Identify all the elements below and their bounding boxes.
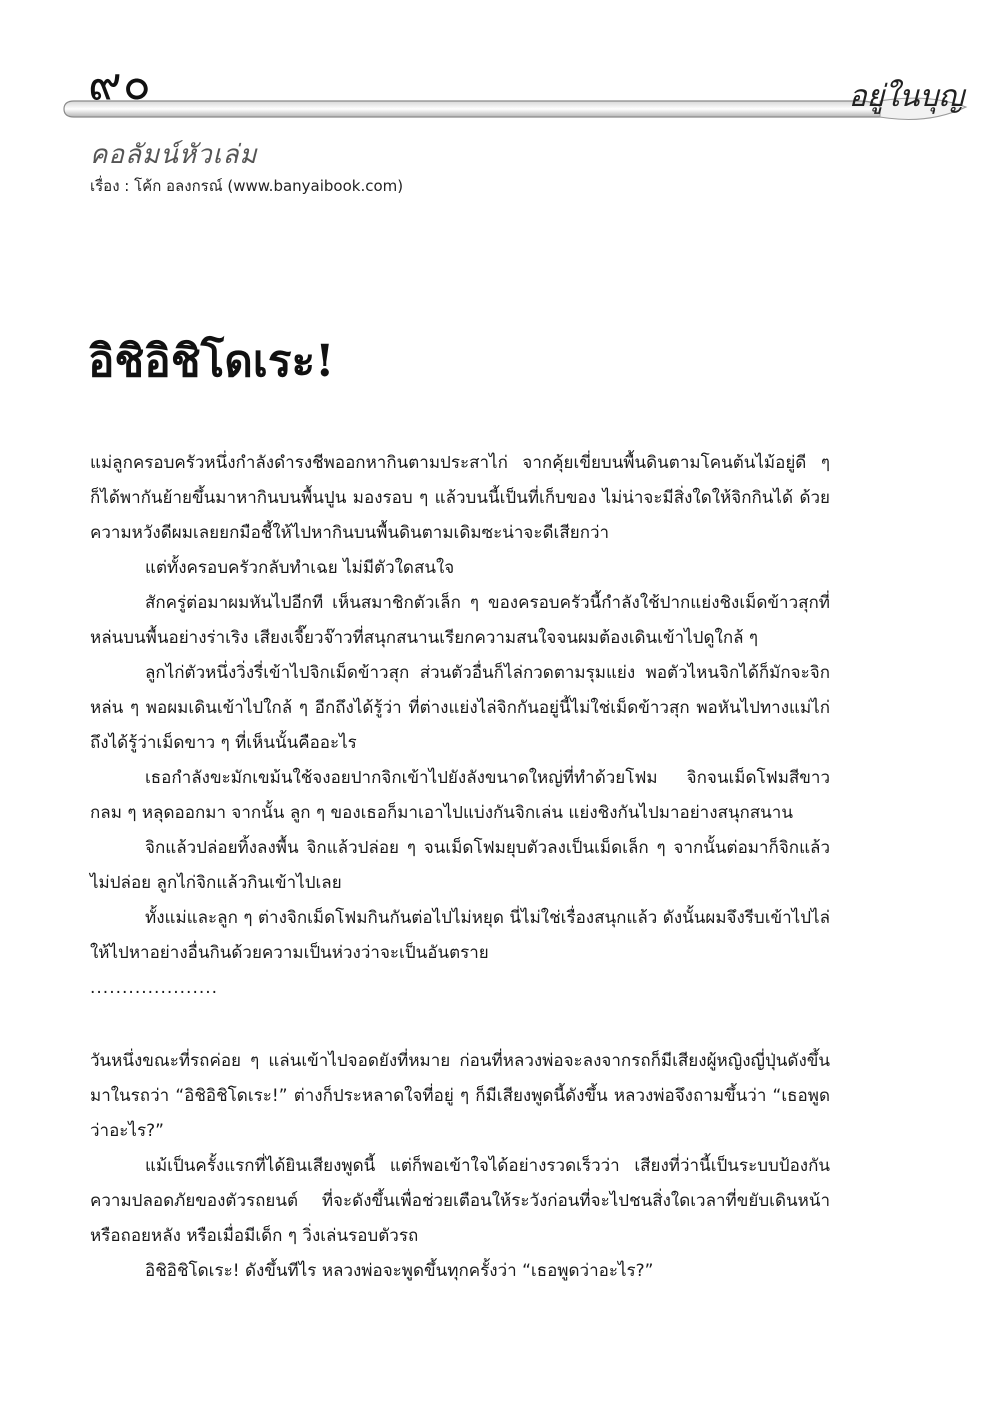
- story-body: [90, 446, 830, 1289]
- paragraph: จิกแล้วปล่อยทิ้งลงพื้น จิกแล้วปล่อย ๆ จนเม็ดโฟมยุบตัวลงเป็นเม็ดเล็ก ๆ จากนั้นต่อมาก็จิกแล้วไม่ปล่อย ลูกไก่จิกแล้วกินเข้าไปเลย: [90, 838, 830, 893]
- paragraph: แต่ทั้งครอบครัวกลับทำเฉย ไม่มีตัวใดสนใจ: [145, 558, 455, 578]
- section-separator: ....................: [90, 978, 219, 998]
- paragraph: สักครู่ต่อมาผมหันไปอีกที เห็นสมาชิกตัวเล็ก ๆ ของครอบครัวนี้กำลังใช้ปากแย่งชิงเม็ดข้าวสุกที่หล่นบนพื้นอย่างร่าเริง เสียงเจี๊ยวจ๊าวที่สนุกสนานเรียกความสนใจจนผมต้องเดินเข้าไปดูใกล้ ๆ: [90, 593, 830, 648]
- header-rule: [60, 95, 970, 123]
- paragraph: วันหนึ่งขณะที่รถค่อย ๆ แล่นเข้าไปจอดยังที่หมาย ก่อนที่หลวงพ่อจะลงจากรถก็มีเสียงผู้หญิงญี่ปุ่นดังขึ้นมาในรถว่า “อิชิอิชิโดเระ!” ต่างก็ประหลาดใจที่อยู่ ๆ ก็มีเสียงพูดนี้ดังขึ้น หลวงพ่อจึงถามขึ้นว่า “เธอพูดว่าอะไร?”: [90, 1051, 830, 1141]
- story-title: อิชิอิชิโดเระ!: [88, 336, 335, 387]
- paragraph: อิชิอิชิโดเระ! ดังขึ้นทีไร หลวงพ่อจะพูดขึ้นทุกครั้งว่า “เธอพูดว่าอะไร?”: [145, 1261, 654, 1281]
- paragraph: ลูกไก่ตัวหนึ่งวิ่งรี่เข้าไปจิกเม็ดข้าวสุก ส่วนตัวอื่นก็ไล่กวดตามรุมแย่ง พอตัวไหนจิกได้ก็มักจะจิกหล่น ๆ พอผมเดินเข้าไปใกล้ ๆ อีกถึงได้รู้ว่า ที่ต่างแย่งไล่จิกกันอยู่นี้ไม่ใช่เม็ดข้าวสุก พอหันไปทางแม่ไก่ถึงได้รู้ว่าเม็ดขาว ๆ ที่เห็นนั้นคืออะไร: [90, 663, 830, 753]
- paragraph: เธอกำลังขะมักเขม้นใช้จงอยปากจิกเข้าไปยังลังขนาดใหญ่ที่ทำด้วยโฟม จิกจนเม็ดโฟมสีขาวกลม ๆ หลุดออกมา จากนั้น ลูก ๆ ของเธอก็มาเอาไปแบ่งกันจิกเล่น แย่งชิงกันไปมาอย่างสนุกสนาน: [90, 768, 830, 823]
- section-logo: อยู่ในบุญ: [848, 79, 964, 114]
- byline: เรื่อง : โค้ก อลงกรณ์ (www.banyaibook.com): [90, 177, 404, 195]
- column-name: คอลัมน์หัวเล่ม: [90, 140, 258, 170]
- paragraph: แม้เป็นครั้งแรกที่ได้ยินเสียงพูดนี้ แต่ก็พอเข้าใจได้อย่างรวดเร็วว่า เสียงที่ว่านี้เป็นระบบป้องกันความปลอดภัยของตัวรถยนต์ ที่จะดังขึ้นเพื่อช่วยเตือนให้ระวังก่อนที่จะไปชนสิ่งใดเวลาที่ขยับเดินหน้าหรือถอยหลัง หรือเมื่อมีเด็ก ๆ วิ่งเล่นรอบตัวรถ: [90, 1156, 830, 1246]
- page-number: ๙๐: [88, 56, 152, 110]
- paragraph: แม่ลูกครอบครัวหนึ่งกำลังดำรงชีพออกหากินตามประสาไก่ จากคุ้ยเขี่ยบนพื้นดินตามโคนต้นไม้อยู่ดี ๆ ก็ได้พากันย้ายขึ้นมาหากินบนพื้นปูน มองรอบ ๆ แล้วบนนี้เป็นที่เก็บของ ไม่น่าจะมีสิ่งใดให้จิกกินได้ ด้วยความหวังดีผมเลยยกมือชี้ให้ไปหากินบนพื้นดินตามเดิมซะน่าจะดีเสียกว่า: [90, 453, 830, 543]
- paragraph: ทั้งแม่และลูก ๆ ต่างจิกเม็ดโฟมกินกันต่อไปไม่หยุด นี่ไม่ใช่เรื่องสนุกแล้ว ดังนั้นผมจึงรีบเข้าไปไล่ให้ไปหาอย่างอื่นกินด้วยความเป็นห่วงว่าจะเป็นอันตราย: [90, 908, 830, 963]
